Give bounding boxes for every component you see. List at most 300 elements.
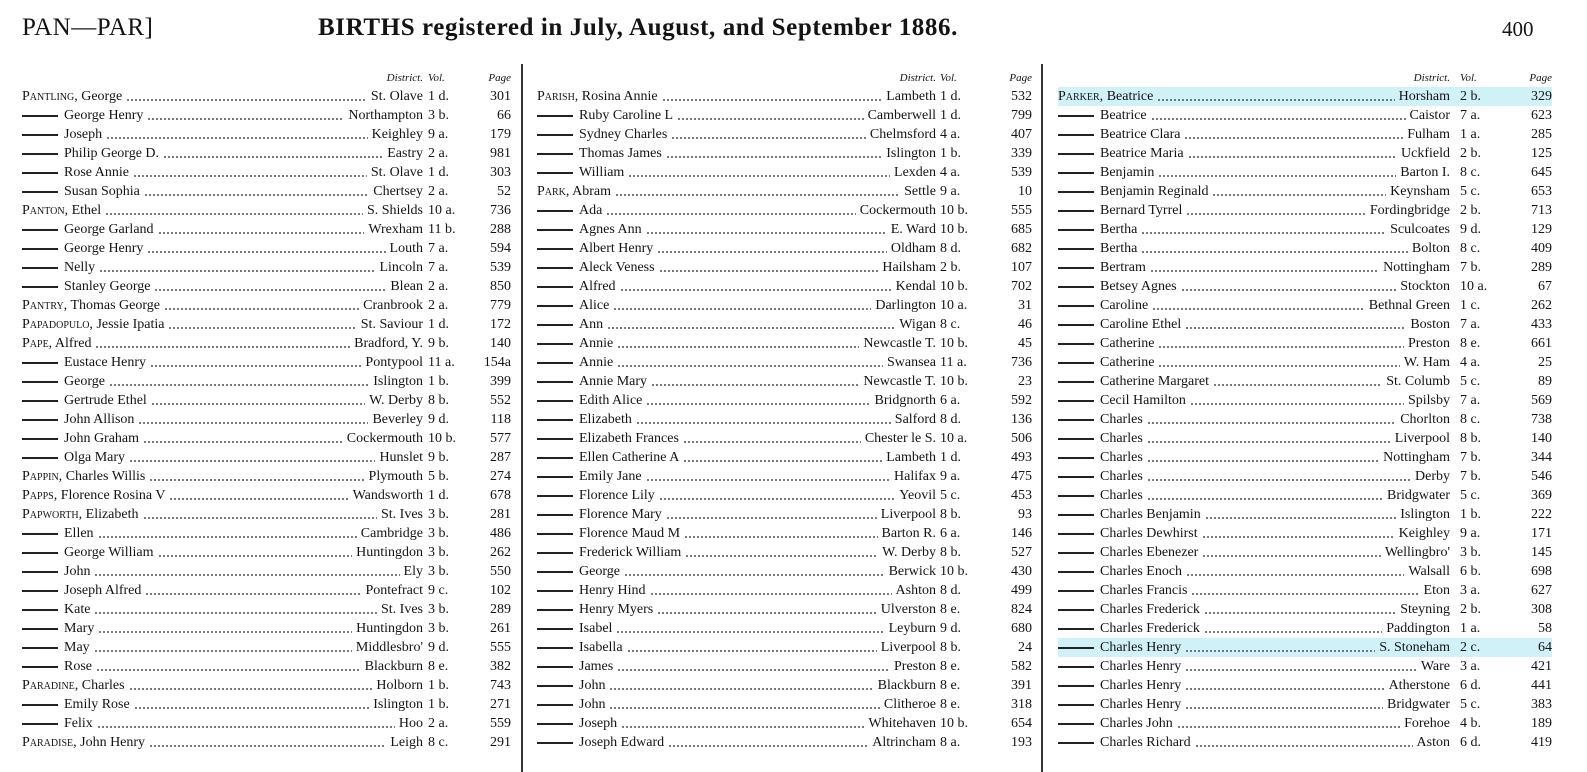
repeat-dash xyxy=(22,704,58,706)
dot-leader xyxy=(94,650,352,652)
district: Plymouth xyxy=(368,469,423,484)
repeat-dash xyxy=(1058,172,1094,174)
dot-leader xyxy=(615,194,900,196)
given-names: Florence Rosina V xyxy=(60,488,166,503)
given-names: George xyxy=(64,374,105,389)
dot-leader xyxy=(1195,745,1413,747)
repeat-dash xyxy=(537,286,573,288)
entry-name xyxy=(537,600,653,619)
repeat-dash xyxy=(1058,723,1094,725)
entry-name xyxy=(1058,410,1143,429)
column-header xyxy=(1058,72,1552,87)
index-entry xyxy=(22,372,511,391)
page-ref: 23 xyxy=(1018,374,1032,389)
repeat-dash xyxy=(537,590,573,592)
dot-leader xyxy=(98,536,357,538)
entry-name xyxy=(537,486,655,505)
dot-leader xyxy=(151,403,365,405)
page-ref: 64 xyxy=(1538,640,1552,655)
page-title: BIRTHS registered in July, August, and September 1886. xyxy=(318,14,958,41)
district: Fordingbridge xyxy=(1369,203,1450,218)
page-ref: 193 xyxy=(1011,735,1032,750)
given-names: Betsey Agnes xyxy=(1100,279,1177,294)
page-ref: 291 xyxy=(490,735,511,750)
page-ref: 824 xyxy=(1011,602,1032,617)
surname: Pape, xyxy=(22,336,53,351)
given-names: Isabel xyxy=(579,621,613,636)
entry-name xyxy=(537,695,605,714)
entry-name xyxy=(1058,714,1173,733)
entry-name xyxy=(22,410,134,429)
entry-name xyxy=(537,543,681,562)
district: Eastry xyxy=(387,146,423,161)
volume: 8 d. xyxy=(940,583,961,598)
given-names: Albert Henry xyxy=(579,241,654,256)
dot-leader xyxy=(1185,650,1375,652)
entry-name xyxy=(537,258,655,277)
index-column-2 xyxy=(537,72,1032,752)
district: St. Ives xyxy=(381,602,423,617)
entry-name xyxy=(537,714,617,733)
given-names: Ada xyxy=(579,203,603,218)
repeat-dash xyxy=(1058,666,1094,668)
dot-leader xyxy=(99,270,375,272)
volume: 3 b. xyxy=(428,507,449,522)
dot-leader xyxy=(1147,460,1379,462)
given-names: Charles Frederick xyxy=(1100,621,1200,636)
repeat-dash xyxy=(537,343,573,345)
surname: Panton, xyxy=(22,203,69,218)
volume: 11 a. xyxy=(428,355,455,370)
dot-leader xyxy=(129,460,375,462)
dot-leader xyxy=(154,289,386,291)
repeat-dash xyxy=(1058,191,1094,193)
index-entry xyxy=(537,467,1032,486)
given-names: Beatrice xyxy=(1100,108,1147,123)
repeat-dash xyxy=(1058,248,1094,250)
dot-leader xyxy=(666,156,882,158)
index-entry xyxy=(22,581,511,600)
index-entry xyxy=(1058,524,1552,543)
volume: 1 b. xyxy=(428,697,449,712)
page-ref: 627 xyxy=(1531,583,1552,598)
page-ref: 25 xyxy=(1538,355,1552,370)
index-entry xyxy=(537,562,1032,581)
page-ref: 779 xyxy=(490,298,511,313)
index-entry xyxy=(1058,220,1552,239)
given-names: May xyxy=(64,640,90,655)
repeat-dash xyxy=(1058,704,1094,706)
entry-name xyxy=(537,448,679,467)
repeat-dash xyxy=(1058,742,1094,744)
district: Chertsey xyxy=(373,184,423,199)
repeat-dash xyxy=(537,533,573,535)
index-entry xyxy=(22,486,511,505)
dot-leader xyxy=(1158,365,1400,367)
repeat-dash xyxy=(1058,552,1094,554)
repeat-dash xyxy=(1058,381,1094,383)
district: Horsham xyxy=(1398,89,1450,104)
entry-name xyxy=(22,372,105,391)
entry-name xyxy=(22,676,125,695)
given-names: Henry Myers xyxy=(579,602,654,617)
district: Hoo xyxy=(398,716,423,731)
page-ref: 318 xyxy=(1011,697,1032,712)
entry-name xyxy=(1058,467,1143,486)
volume: 9 d. xyxy=(940,621,961,636)
index-entry xyxy=(537,163,1032,182)
index-entry xyxy=(1058,163,1552,182)
repeat-dash xyxy=(1058,628,1094,630)
index-entry xyxy=(537,429,1032,448)
index-entry xyxy=(537,733,1032,752)
repeat-dash xyxy=(1058,685,1094,687)
page-ref: 698 xyxy=(1531,564,1552,579)
index-entry xyxy=(537,619,1032,638)
given-names: Charles xyxy=(1100,412,1143,427)
volume: 7 a. xyxy=(1460,393,1481,408)
entry-name xyxy=(22,277,150,296)
entry-name xyxy=(537,467,642,486)
district: Swansea xyxy=(887,355,936,370)
index-entry xyxy=(537,182,1032,201)
district: Leyburn xyxy=(888,621,936,636)
district: Holborn xyxy=(376,678,423,693)
index-entry xyxy=(22,315,511,334)
dot-leader xyxy=(138,422,368,424)
index-entry xyxy=(537,638,1032,657)
given-names: Benjamin xyxy=(1100,165,1155,180)
index-entry xyxy=(537,106,1032,125)
volume: 3 b. xyxy=(428,108,449,123)
volume: 2 b. xyxy=(1460,602,1481,617)
page-header xyxy=(0,0,1587,62)
district: Louth xyxy=(389,241,423,256)
surname: Pantling, xyxy=(22,89,78,104)
index-entry xyxy=(1058,239,1552,258)
dot-leader xyxy=(1213,384,1382,386)
district: Wellingbro' xyxy=(1384,545,1450,560)
page-ref: 391 xyxy=(1011,678,1032,693)
dot-leader xyxy=(1204,631,1382,633)
page-ref: 271 xyxy=(490,697,511,712)
volume: 6 d. xyxy=(1460,678,1481,693)
page-ref: 339 xyxy=(1011,146,1032,161)
entry-name xyxy=(1058,239,1137,258)
given-names: Rosina Annie xyxy=(581,89,658,104)
page-ref: 582 xyxy=(1011,659,1032,674)
given-names: Charles Ebenezer xyxy=(1100,545,1199,560)
volume: 1 a. xyxy=(1460,127,1481,142)
index-entry xyxy=(22,334,511,353)
given-names: Emily Rose xyxy=(64,697,130,712)
column-rule xyxy=(1041,64,1043,772)
index-entry xyxy=(1058,543,1552,562)
entry-name xyxy=(22,182,140,201)
repeat-dash xyxy=(1058,343,1094,345)
entry-name xyxy=(537,296,609,315)
given-names: Bertram xyxy=(1100,260,1146,275)
entry-name xyxy=(537,220,642,239)
page-ref: 407 xyxy=(1011,127,1032,142)
repeat-dash xyxy=(537,210,573,212)
repeat-dash xyxy=(537,153,573,155)
given-names: Ellen Catherine A xyxy=(579,450,680,465)
district: Cockermouth xyxy=(859,203,936,218)
index-entry xyxy=(1058,733,1552,752)
repeat-dash xyxy=(1058,590,1094,592)
page-ref: 527 xyxy=(1011,545,1032,560)
index-entry xyxy=(22,733,511,752)
dot-leader xyxy=(659,498,895,500)
district: Bridgwater xyxy=(1387,697,1450,712)
district: Uckfield xyxy=(1401,146,1450,161)
district: Sculcoates xyxy=(1390,222,1450,237)
page-ref: 594 xyxy=(490,241,511,256)
district-header: District. xyxy=(386,72,423,84)
entry-name xyxy=(22,505,139,524)
index-entry xyxy=(22,695,511,714)
volume: 3 b. xyxy=(1460,545,1481,560)
given-names: Stanley George xyxy=(64,279,151,294)
repeat-dash xyxy=(537,628,573,630)
index-entry xyxy=(537,657,1032,676)
entry-name xyxy=(1058,695,1181,714)
page-ref: 685 xyxy=(1011,222,1032,237)
index-entry xyxy=(1058,448,1552,467)
repeat-dash xyxy=(22,134,58,136)
page-ref: 441 xyxy=(1531,678,1552,693)
given-names: Abram xyxy=(572,184,612,199)
page-ref: 552 xyxy=(490,393,511,408)
district: Lexden xyxy=(894,165,936,180)
repeat-dash xyxy=(537,324,573,326)
page-ref: 623 xyxy=(1531,108,1552,123)
dot-leader xyxy=(1188,156,1397,158)
volume: 2 a. xyxy=(428,716,449,731)
given-names: Bertha xyxy=(1100,241,1138,256)
given-names: Susan Sophia xyxy=(64,184,140,199)
district: Caistor xyxy=(1409,108,1450,123)
dot-leader xyxy=(666,517,877,519)
page-ref: 262 xyxy=(1531,298,1552,313)
volume: 9 d. xyxy=(428,412,449,427)
repeat-dash xyxy=(22,628,58,630)
index-entry xyxy=(22,619,511,638)
page-ref: 799 xyxy=(1011,108,1032,123)
dot-leader xyxy=(97,726,395,728)
district: Keynsham xyxy=(1390,184,1450,199)
given-names: Charles Enoch xyxy=(1100,564,1183,579)
index-entry xyxy=(22,714,511,733)
dot-leader xyxy=(109,384,369,386)
volume: 2 a. xyxy=(428,279,449,294)
entry-name xyxy=(537,163,624,182)
page-ref: 67 xyxy=(1538,279,1552,294)
page-ref: 654 xyxy=(1011,716,1032,731)
entry-name xyxy=(1058,258,1146,277)
volume: 8 c. xyxy=(1460,165,1481,180)
dot-leader xyxy=(1147,479,1411,481)
dot-leader xyxy=(1181,289,1396,291)
index-entry xyxy=(1058,144,1552,163)
page-ref: 736 xyxy=(490,203,511,218)
entry-name xyxy=(537,391,642,410)
page-ref: 102 xyxy=(490,583,511,598)
given-names: Alfred xyxy=(579,279,616,294)
index-entry xyxy=(22,163,511,182)
page-ref: 289 xyxy=(1531,260,1552,275)
district: Ulverston xyxy=(880,602,936,617)
district: Salford xyxy=(894,412,936,427)
district: St. Olave xyxy=(370,89,423,104)
district: Stockton xyxy=(1400,279,1450,294)
volume: 10 a. xyxy=(428,203,456,218)
page-ref: 154a xyxy=(483,355,511,370)
dot-leader xyxy=(621,726,864,728)
repeat-dash xyxy=(537,476,573,478)
index-entry xyxy=(1058,391,1552,410)
district: Whitehaven xyxy=(868,716,936,731)
page-ref: 421 xyxy=(1531,659,1552,674)
page-ref: 499 xyxy=(1011,583,1032,598)
dot-leader xyxy=(1186,213,1366,215)
volume: 5 c. xyxy=(1460,697,1481,712)
given-names: Eustace Henry xyxy=(64,355,147,370)
volume: 8 e. xyxy=(428,659,449,674)
district: Blackburn xyxy=(877,678,936,693)
given-names: Beatrice Clara xyxy=(1100,127,1181,142)
district: Islington xyxy=(373,374,423,389)
repeat-dash xyxy=(1058,495,1094,497)
dot-leader xyxy=(98,631,352,633)
index-entry xyxy=(1058,581,1552,600)
repeat-dash xyxy=(1058,457,1094,459)
volume: 3 b. xyxy=(428,621,449,636)
page-ref: 555 xyxy=(490,640,511,655)
entry-name xyxy=(22,163,129,182)
repeat-dash xyxy=(22,153,58,155)
dot-leader xyxy=(144,194,369,196)
index-entry xyxy=(22,391,511,410)
volume: 1 d. xyxy=(428,89,449,104)
repeat-dash xyxy=(22,723,58,725)
index-entry xyxy=(1058,182,1552,201)
given-names: Charles Dewhirst xyxy=(1100,526,1198,541)
page-ref: 661 xyxy=(1531,336,1552,351)
volume: 10 b. xyxy=(940,336,968,351)
entry-name xyxy=(537,429,679,448)
page-ref: 653 xyxy=(1531,184,1552,199)
given-names: George Henry xyxy=(64,241,144,256)
index-entry xyxy=(537,695,1032,714)
dot-leader xyxy=(650,593,892,595)
district: Hunslet xyxy=(379,450,423,465)
surname-range: PAN—PAR] xyxy=(22,14,154,41)
dot-leader xyxy=(662,99,882,101)
index-entry xyxy=(537,239,1032,258)
page-ref: 303 xyxy=(490,165,511,180)
page-ref: 281 xyxy=(490,507,511,522)
repeat-dash xyxy=(537,457,573,459)
index-entry xyxy=(22,524,511,543)
dot-leader xyxy=(1177,726,1400,728)
entry-name xyxy=(22,87,122,106)
page-ref: 475 xyxy=(1011,469,1032,484)
dot-leader xyxy=(1212,194,1386,196)
given-names: John Graham xyxy=(64,431,140,446)
entry-name xyxy=(1058,619,1200,638)
given-names: William xyxy=(579,165,625,180)
repeat-dash xyxy=(1058,647,1094,649)
volume: 3 b. xyxy=(428,602,449,617)
page-ref: 179 xyxy=(490,127,511,142)
district: Wigan xyxy=(899,317,936,332)
index-entry xyxy=(22,353,511,372)
given-names: Charles Willis xyxy=(65,469,146,484)
district: St. Columb xyxy=(1386,374,1450,389)
volume: 3 b. xyxy=(428,545,449,560)
district: Barton R. xyxy=(881,526,936,541)
volume: 2 a. xyxy=(428,146,449,161)
volume: 8 b. xyxy=(940,507,961,522)
volume: 5 c. xyxy=(1460,374,1481,389)
repeat-dash xyxy=(1058,153,1094,155)
repeat-dash xyxy=(1058,210,1094,212)
district: Pontefract xyxy=(365,583,423,598)
entry-name xyxy=(537,106,673,125)
surname: Pappin, xyxy=(22,469,63,484)
index-entry xyxy=(537,714,1032,733)
district-header: District. xyxy=(1413,72,1450,84)
district: Darlington xyxy=(875,298,936,313)
repeat-dash xyxy=(1058,305,1094,307)
volume: 1 d. xyxy=(940,450,961,465)
volume: 10 b. xyxy=(940,716,968,731)
surname: Paradine, xyxy=(22,678,79,693)
entry-name xyxy=(22,657,92,676)
repeat-dash xyxy=(537,685,573,687)
given-names: Charles Henry xyxy=(1100,678,1182,693)
dot-leader xyxy=(1158,175,1396,177)
volume: 1 d. xyxy=(940,89,961,104)
entry-name xyxy=(537,353,613,372)
surname: Papadopulo, xyxy=(22,317,93,332)
entry-name xyxy=(537,125,667,144)
district: Lincoln xyxy=(379,260,423,275)
volume: 8 b. xyxy=(940,640,961,655)
repeat-dash xyxy=(537,305,573,307)
volume: 4 b. xyxy=(1460,716,1481,731)
page-ref: 274 xyxy=(490,469,511,484)
dot-leader xyxy=(168,327,357,329)
page-ref: 288 xyxy=(490,222,511,237)
district: Fulham xyxy=(1407,127,1450,142)
volume: 7 b. xyxy=(1460,260,1481,275)
dot-leader xyxy=(620,289,892,291)
entry-name xyxy=(1058,562,1182,581)
district: Blean xyxy=(390,279,423,294)
district: Middlesbro' xyxy=(355,640,423,655)
volume: 9 a. xyxy=(428,127,449,142)
given-names: Bernard Tyrrel xyxy=(1100,203,1183,218)
index-entry xyxy=(537,125,1032,144)
entry-name xyxy=(1058,676,1181,695)
dot-leader xyxy=(143,441,343,443)
index-entry xyxy=(537,277,1032,296)
volume: 8 b. xyxy=(940,545,961,560)
dot-leader xyxy=(1205,517,1396,519)
